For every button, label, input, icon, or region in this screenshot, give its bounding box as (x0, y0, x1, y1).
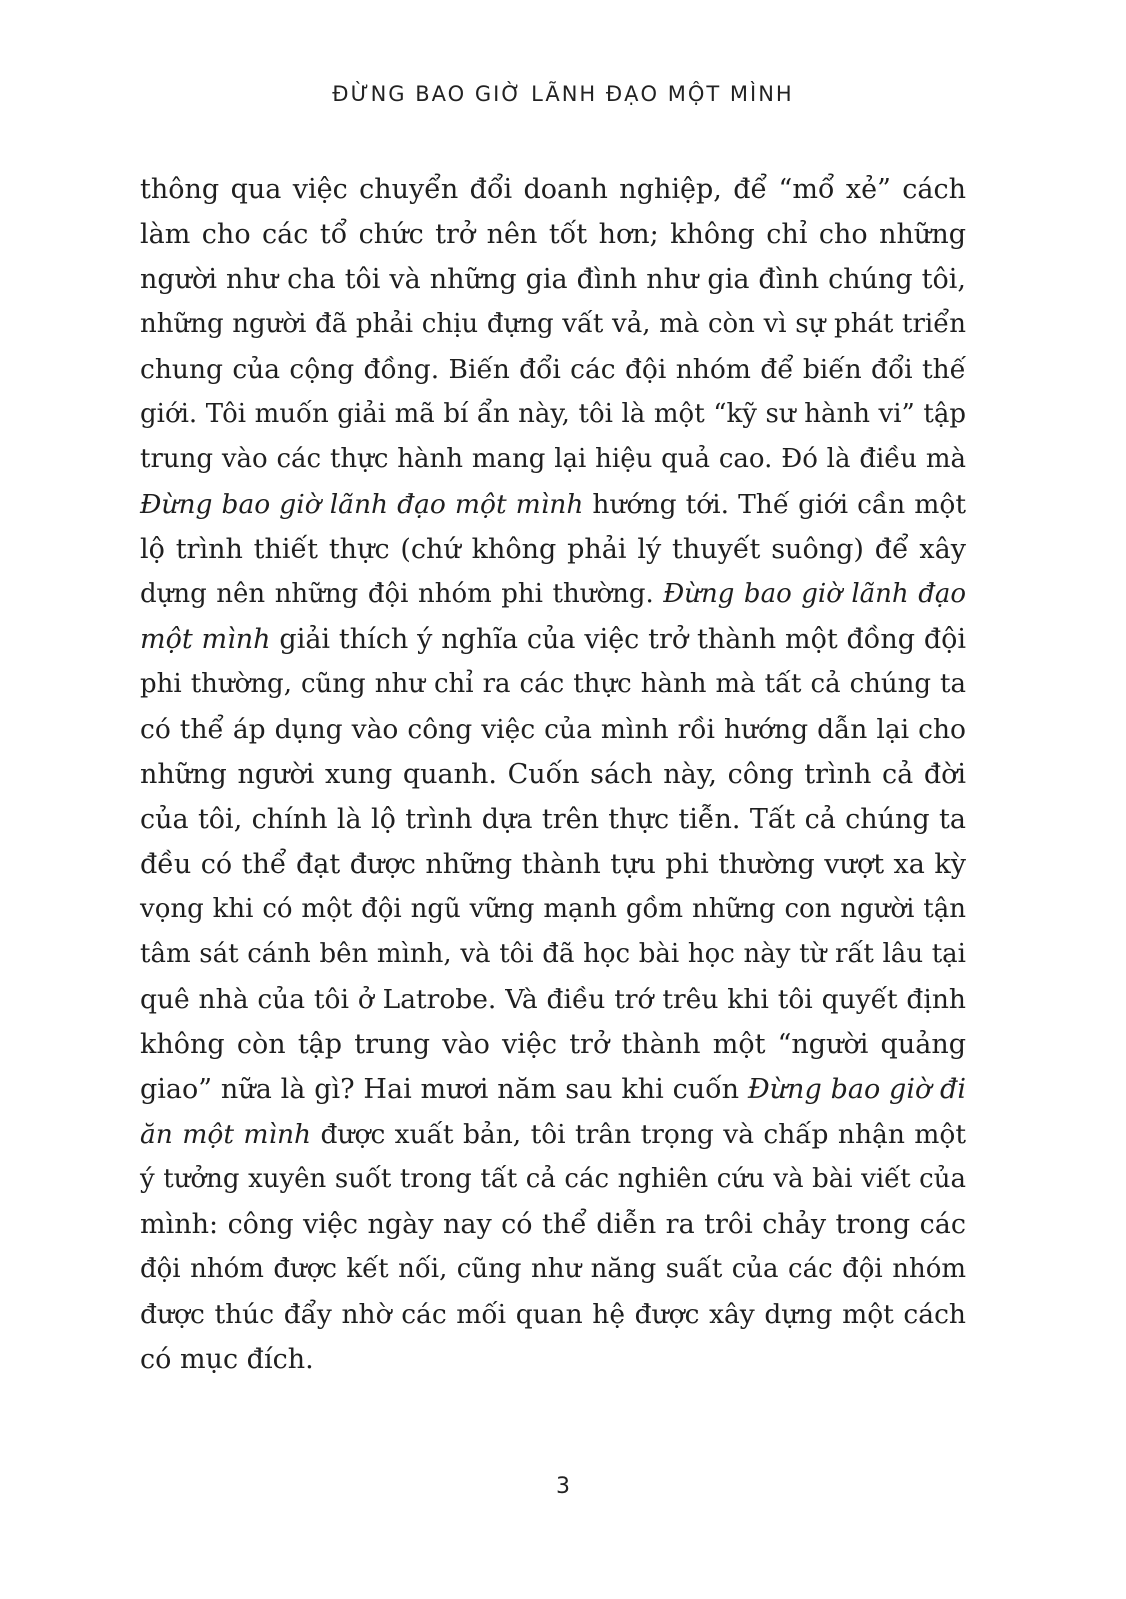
text-line: làm cho các tổ chức trở nên tốt hơn; không chỉ cho những (140, 219, 966, 250)
text-line: dựng nên những đội nhóm phi thường. Đừng bao giờ lãnh đạo (140, 579, 966, 609)
text-line: một mình giải thích ý nghĩa của việc trở thành một đồng đội (140, 624, 967, 655)
body-paragraph (140, 167, 966, 1382)
text-line: chung của cộng đồng. Biến đổi các đội nhóm để biến đổi thế (140, 354, 966, 385)
text-line: giới. Tôi muốn giải mã bí ẩn này, tôi là một “kỹ sư hành vi” tập (140, 399, 966, 429)
text-line: người như cha tôi và những gia đình như gia đình chúng tôi, (140, 264, 966, 295)
text-line: những người xung quanh. Cuốn sách này, công trình cả đời (140, 759, 966, 790)
text-line: đều có thể đạt được những thành tựu phi thường vượt xa kỳ (140, 849, 966, 880)
text-line: đội nhóm được kết nối, cũng như năng suất của các đội nhóm (140, 1254, 966, 1284)
book-title-italic: Đừng bao giờ lãnh đạo (663, 579, 966, 609)
text-line: giao” nữa là gì? Hai mươi năm sau khi cuốn Đừng bao giờ đi (140, 1074, 966, 1105)
text-line: được thúc đẩy nhờ các mối quan hệ được xây dựng một cách (140, 1299, 966, 1330)
book-title-italic: một mình (140, 624, 271, 655)
text-line: không còn tập trung vào việc trở thành một “người quảng (140, 1029, 966, 1060)
text-line: quê nhà của tôi ở Latrobe. Và điều trớ trêu khi tôi quyết định (140, 984, 966, 1015)
text-line: lộ trình thiết thực (chứ không phải lý thuyết suông) để xây (140, 534, 966, 565)
text-line: có thể áp dụng vào công việc của mình rồi hướng dẫn lại cho (140, 714, 966, 745)
text-line: phi thường, cũng như chỉ ra các thực hành mà tất cả chúng ta (140, 669, 966, 699)
text-line: ăn một mình được xuất bản, tôi trân trọng và chấp nhận một (140, 1119, 966, 1150)
text-line: có mục đích. (140, 1344, 314, 1375)
book-title-italic: Đừng bao giờ lãnh đạo một mình (140, 489, 584, 520)
text-line: thông qua việc chuyển đổi doanh nghiệp, để “mổ xẻ” cách (140, 174, 966, 205)
page-number: 3 (556, 1474, 570, 1499)
text-line: những người đã phải chịu đựng vất vả, mà còn vì sự phát triển (140, 309, 966, 339)
text-line: tâm sát cánh bên mình, và tôi đã học bài học này từ rất lâu tại (140, 939, 966, 969)
text-line: ý tưởng xuyên suốt trong tất cả các nghiên cứu và bài viết của (140, 1164, 966, 1194)
text-line: của tôi, chính là lộ trình dựa trên thực tiễn. Tất cả chúng ta (140, 804, 966, 835)
running-header: ĐỪNG BAO GIỜ LÃNH ĐẠO MỘT MÌNH (332, 82, 794, 106)
text-line: trung vào các thực hành mang lại hiệu quả cao. Đó là điều mà (140, 444, 966, 474)
text-line: vọng khi có một đội ngũ vững mạnh gồm những con người tận (140, 894, 966, 924)
book-title-italic: Đừng bao giờ đi (747, 1074, 966, 1105)
book-title-italic: ăn một mình (140, 1119, 312, 1150)
text-line: mình: công việc ngày nay có thể diễn ra trôi chảy trong các (140, 1209, 966, 1240)
text-line: Đừng bao giờ lãnh đạo một mình hướng tới. Thế giới cần một (140, 489, 966, 520)
